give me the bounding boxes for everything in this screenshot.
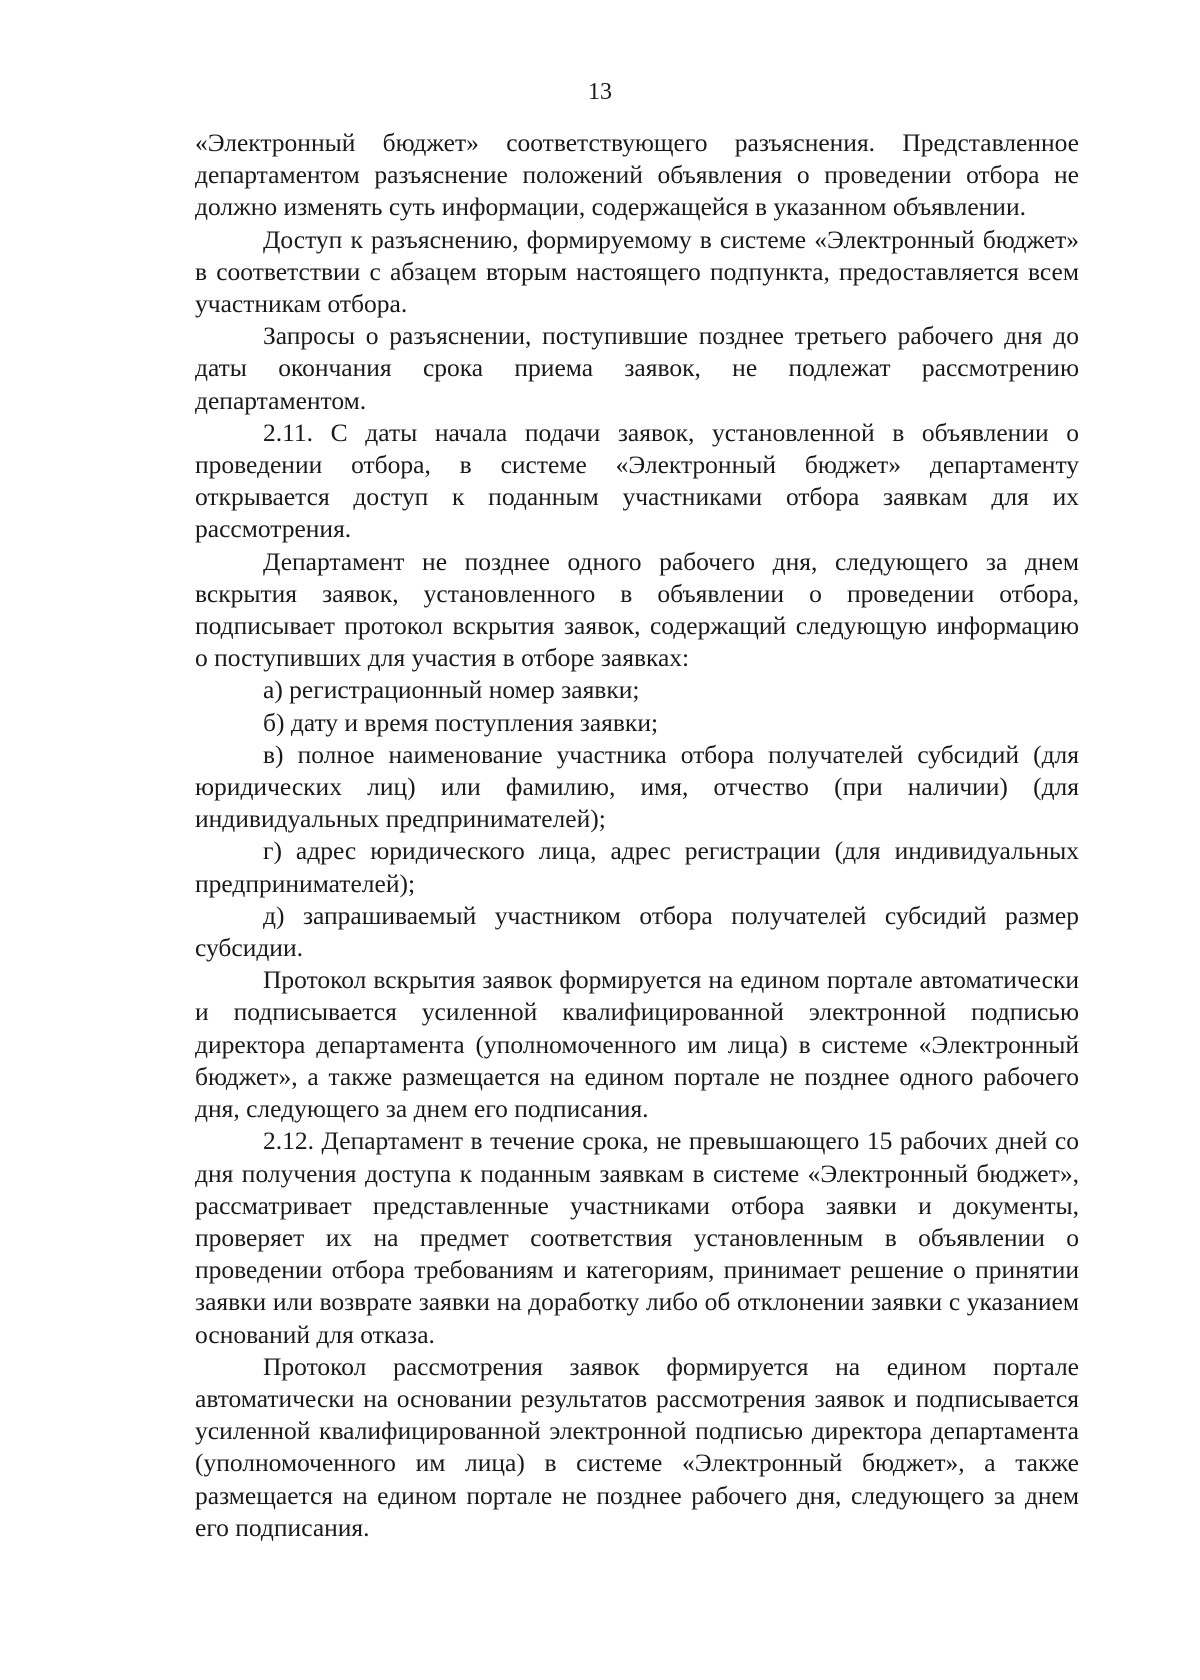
paragraph: Протокол вскрытия заявок формируется на едином портале автоматически и подписывается усиленной квалифицированной электронной подписью директора департамента (уполномоченного им лица) в системе «Электронный бюджет», а также размещается на едином портале не позднее одного рабочего дня, следующего за днем его подписания. [195,965,1079,1124]
document-body [195,127,1079,1544]
list-item-g: г) адрес юридического лица, адрес регистрации (для индивидуальных предпринимателей); [195,836,1079,898]
page-number: 13 [588,79,612,105]
paragraph-section-2-12: 2.12. Департамент в течение срока, не превышающего 15 рабочих дней со дня получения доступа к поданным заявкам в системе «Электронный бюджет», рассматривает представленные участниками отбора заявки и документы, проверяет их на предмет соответствия установленным в объявлении о проведении отбора требованиям и категориям, принимает решение о принятии заявки или возврате заявки на доработку либо об отклонении заявки с указанием оснований для отказа. [195,1126,1079,1349]
paragraph: Протокол рассмотрения заявок формируется на едином портале автоматически на основании результатов рассмотрения заявок и подписывается усиленной квалифицированной электронной подписью директора департамента (уполномоченного им лица) в системе «Электронный бюджет», а также размещается на едином портале не позднее рабочего дня, следующего за днем его подписания. [195,1351,1079,1542]
paragraph-section-2-11: 2.11. С даты начала подачи заявок, установленной в объявлении о проведении отбора, в системе «Электронный бюджет» департаменту открывается доступ к поданным участниками отбора заявкам для их рассмотрения. [195,417,1079,544]
list-item-d: д) запрашиваемый участником отбора получателей субсидий размер субсидии. [195,900,1079,963]
paragraph: Департамент не позднее одного рабочего дня, следующего за днем вскрытия заявок, установленного в объявлении о проведении отбора, подписывает протокол вскрытия заявок, содержащий следующую информацию о поступивших для участия в отборе заявках: [195,546,1079,673]
list-item-a: а) регистрационный номер заявки; [263,675,640,705]
paragraph: Запросы о разъяснении, поступившие позднее третьего рабочего дня до даты окончания срока приема заявок, не подлежат рассмотрению департаментом. [195,321,1079,415]
list-item-v: в) полное наименование участника отбора получателей субсидий (для юридических лиц) или фамилию, имя, отчество (при наличии) (для индивидуальных предпринимателей); [195,739,1079,834]
list-item-b: б) дату и время поступления заявки; [263,707,659,737]
paragraph: «Электронный бюджет» соответствующего разъяснения. Представленное департаментом разъяснение положений объявления о проведении отбора не должно изменять суть информации, содержащейся в указанном объявлении. [195,128,1079,222]
paragraph: Доступ к разъяснению, формируемому в системе «Электронный бюджет» в соответствии с абзацем вторым настоящего подпункта, предоставляется всем участникам отбора. [195,224,1079,319]
